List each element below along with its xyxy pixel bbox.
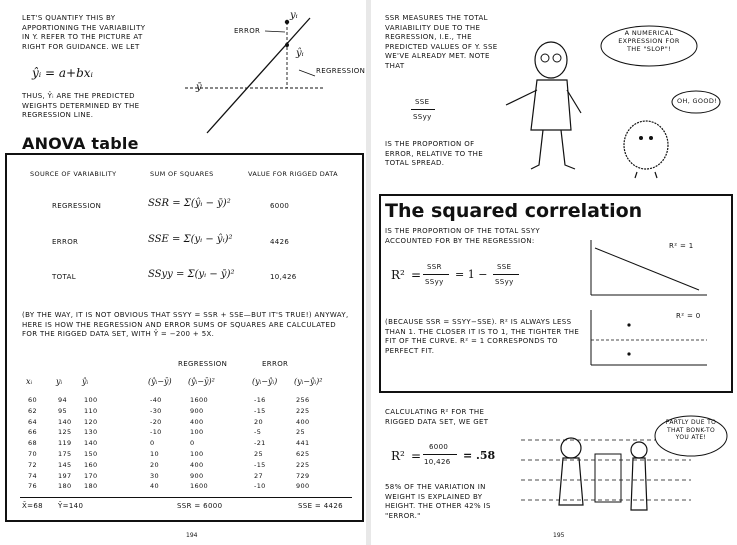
ssr-text: SSR MEASURES THE TOTAL VARIABILITY DUE TO THE REGRESSION, I.E., THE PREDICTED VALUES OF Y. SSE WE'VE ALREADY MET. NOTE THAT <box>385 14 498 70</box>
table-cell: 10 <box>150 450 159 458</box>
table-cell: 225 <box>296 460 310 469</box>
error-label: ERROR <box>234 27 261 35</box>
footer-rule <box>20 497 352 498</box>
table-cell: 119 <box>58 439 72 448</box>
r2-lhs: R² <box>391 268 405 282</box>
thus-text: THUS, Ŷᵢ ARE THE PREDICTED WEIGHTS DETERMINED BY THE REGRESSION LINE. <box>22 92 140 119</box>
table-cell: 62 <box>28 406 37 415</box>
table-cell: 180 <box>84 482 98 491</box>
r2-num1: SSR <box>427 263 442 271</box>
row-regression-value: 6000 <box>270 202 290 210</box>
r2-den2: SSyy <box>495 278 514 286</box>
data-column-header: yᵢ <box>56 377 63 386</box>
table-cell: -10 <box>150 428 162 437</box>
r2-bar2 <box>493 274 519 275</box>
r2-den1: SSyy <box>425 278 444 286</box>
table-cell: 100 <box>190 450 204 458</box>
table-cell: 0 <box>190 439 195 448</box>
table-cell: -15 <box>254 406 266 415</box>
subheader-error: ERROR <box>262 360 289 368</box>
table-cell: 150 <box>84 450 98 458</box>
table-cell: 900 <box>296 482 310 491</box>
footer-ybar: Ȳ=140 <box>58 502 84 510</box>
data-column-header: ŷᵢ <box>82 377 89 386</box>
table-cell: 1600 <box>190 396 208 404</box>
table-cell: 94 <box>58 396 67 404</box>
table-cell: 30 <box>150 471 159 480</box>
table-cell: 20 <box>150 460 159 469</box>
because-text: (BECAUSE SSR = SSYY−SSE). R² IS ALWAYS LESS THAN 1. THE CLOSER IT IS TO 1, THE TIGHTER THE FIT OF THE CURVE. R² = 1 CORRESPONDS TO PERFECT FIT. <box>385 318 580 355</box>
row-total-source: TOTAL <box>52 273 76 281</box>
intro-text: LET'S QUANTIFY THIS BY APPORTIONING THE VARIABILITY IN Y. REFER TO THE PICTURE AT RIGHT FOR GUIDANCE. WE LET <box>22 14 146 51</box>
fraction-bar <box>411 109 435 110</box>
table-cell: 625 <box>296 450 310 458</box>
calc-text: CALCULATING R² FOR THE RIGGED DATA SET, WE GET <box>385 408 489 426</box>
correlation-title: The squared correlation <box>385 200 643 222</box>
table-cell: 160 <box>84 460 98 469</box>
table-cell: -40 <box>150 396 162 404</box>
header-source: SOURCE OF VARIABILITY <box>30 170 117 178</box>
table-cell: 729 <box>296 471 310 480</box>
yi-label: yᵢ <box>290 10 298 21</box>
r2-num2: SSE <box>497 263 512 271</box>
explain-text: 58% OF THE VARIATION IN WEIGHT IS EXPLAINED BY HEIGHT. THE OTHER 42% IS "ERROR." <box>385 483 491 520</box>
table-cell: 441 <box>296 439 310 448</box>
r2-result-lhs: R² <box>391 449 405 463</box>
regression-label: REGRESSION <box>316 67 366 75</box>
table-cell: 74 <box>28 471 37 480</box>
footer-sse: SSE = 4426 <box>298 502 343 510</box>
table-cell: 125 <box>58 428 72 437</box>
left-page <box>0 0 366 545</box>
header-value: VALUE FOR RIGGED DATA <box>248 170 338 178</box>
table-cell: 66 <box>28 428 37 437</box>
r2-mid: = 1 − <box>455 268 488 281</box>
yhat-label: ŷᵢ <box>296 48 304 59</box>
equals-1: = <box>411 268 422 282</box>
table-cell: 1600 <box>190 482 208 491</box>
table-cell: 0 <box>150 439 155 448</box>
subheader-regression: REGRESSION <box>178 360 228 368</box>
page-number-left: 194 <box>186 532 198 539</box>
table-cell: 140 <box>84 439 98 448</box>
table-cell: 120 <box>84 417 98 426</box>
table-cell: 400 <box>296 417 310 426</box>
table-cell: 27 <box>254 471 263 480</box>
table-cell: -16 <box>254 396 266 404</box>
r2-result-num: 6000 <box>429 443 449 451</box>
table-cell: 197 <box>58 471 72 480</box>
table-cell: 225 <box>296 406 310 415</box>
footer-xbar: X̄=68 <box>22 502 43 510</box>
footer-ssr: SSR = 6000 <box>177 502 223 510</box>
table-cell: 100 <box>190 428 204 437</box>
table-cell: 25 <box>254 450 263 458</box>
data-point <box>285 20 289 24</box>
header-sum: SUM OF SQUARES <box>150 170 214 178</box>
row-regression-formula: SSR = Σ(ŷᵢ − ȳ)² <box>148 198 231 209</box>
table-cell: 68 <box>28 439 37 448</box>
table-cell: 400 <box>190 460 204 469</box>
table-note: (BY THE WAY, IT IS NOT OBVIOUS THAT SSYY = SSR + SSE—BUT IT'S TRUE!) ANYWAY, HERE IS HOW THE REGRESSION AND ERROR SUMS OF SQUARES ARE CALCULATED FOR THE RIGGED DATA SET, WITH Ŷ = −200 + 5X. <box>22 311 349 338</box>
r2-result-den: 10,426 <box>424 458 451 466</box>
row-total-formula: SSyy = Σ(yᵢ − ȳ)² <box>148 269 235 280</box>
data-column-header: (ŷᵢ−ȳ) <box>148 377 172 386</box>
row-error-source: ERROR <box>52 238 79 246</box>
table-cell: 900 <box>190 406 204 415</box>
data-column-header: xᵢ <box>26 377 33 386</box>
table-cell: 20 <box>254 417 263 426</box>
regression-arrow <box>299 70 315 76</box>
bubble-1-text: A NUMERICAL EXPRESSION FOR THE "SLOP"! <box>618 29 680 53</box>
table-cell: 25 <box>296 428 305 437</box>
table-cell: 60 <box>28 396 37 404</box>
row-error-value: 4426 <box>270 238 290 246</box>
table-cell: -5 <box>254 428 262 437</box>
table-cell: 400 <box>190 417 204 426</box>
table-cell: 175 <box>58 450 72 458</box>
correlation-definition: IS THE PROPORTION OF THE TOTAL SSYY ACCOUNTED FOR BY THE REGRESSION: <box>385 227 540 245</box>
anova-title: ANOVA table <box>22 134 139 153</box>
data-column-header: (yᵢ−ŷᵢ)² <box>294 377 323 386</box>
table-cell: 900 <box>190 471 204 480</box>
graph-r2-one-label: R² = 1 <box>669 242 694 250</box>
table-cell: 64 <box>28 417 37 426</box>
table-cell: 145 <box>58 460 72 469</box>
table-cell: -20 <box>150 417 162 426</box>
right-page <box>371 0 737 545</box>
table-cell: -15 <box>254 460 266 469</box>
table-cell: 140 <box>58 417 72 426</box>
table-cell: -21 <box>254 439 266 448</box>
ybar-label: ȳ <box>196 82 202 93</box>
cartoon-hairy-creature <box>611 110 681 180</box>
bubble-2-text: OH, GOOD! <box>677 97 718 105</box>
page-number-right: 195 <box>553 532 565 539</box>
table-cell: 40 <box>150 482 159 491</box>
proportion-text: IS THE PROPORTION OF ERROR, RELATIVE TO THE TOTAL SPREAD. <box>385 140 484 167</box>
table-cell: 100 <box>84 396 98 404</box>
table-cell: -10 <box>254 482 266 491</box>
table-cell: 170 <box>84 471 98 480</box>
row-error-formula: SSE = Σ(yᵢ − ŷᵢ)² <box>148 234 233 245</box>
table-cell: 130 <box>84 428 98 437</box>
error-arrow <box>265 31 285 32</box>
table-cell: 256 <box>296 396 310 404</box>
regression-equation: ŷᵢ = a+bxᵢ <box>32 66 93 80</box>
table-cell: 180 <box>58 482 72 491</box>
table-cell: 72 <box>28 460 37 469</box>
fraction-num: SSE <box>415 98 430 106</box>
equals-2: = <box>411 449 422 463</box>
graph-r2-zero-label: R² = 0 <box>676 312 701 320</box>
row-total-value: 10,426 <box>270 273 297 281</box>
r2-bar1 <box>423 274 449 275</box>
fraction-den: SSyy <box>413 113 432 121</box>
table-cell: -30 <box>150 406 162 415</box>
r2-result-value: = .58 <box>463 449 496 462</box>
data-column-header: (yᵢ−ŷᵢ) <box>252 377 278 386</box>
table-cell: 110 <box>84 406 98 415</box>
table-cell: 95 <box>58 406 67 415</box>
r2-result-bar <box>423 454 457 455</box>
table-cell: 76 <box>28 482 37 491</box>
predicted-point <box>285 43 289 47</box>
data-column-header: (ŷᵢ−ȳ)² <box>188 377 215 386</box>
bubble-3-text: PARTLY DUE TO THAT BONK-TO YOU ATE! <box>665 419 717 441</box>
row-regression-source: REGRESSION <box>52 202 102 210</box>
table-cell: 70 <box>28 450 37 458</box>
